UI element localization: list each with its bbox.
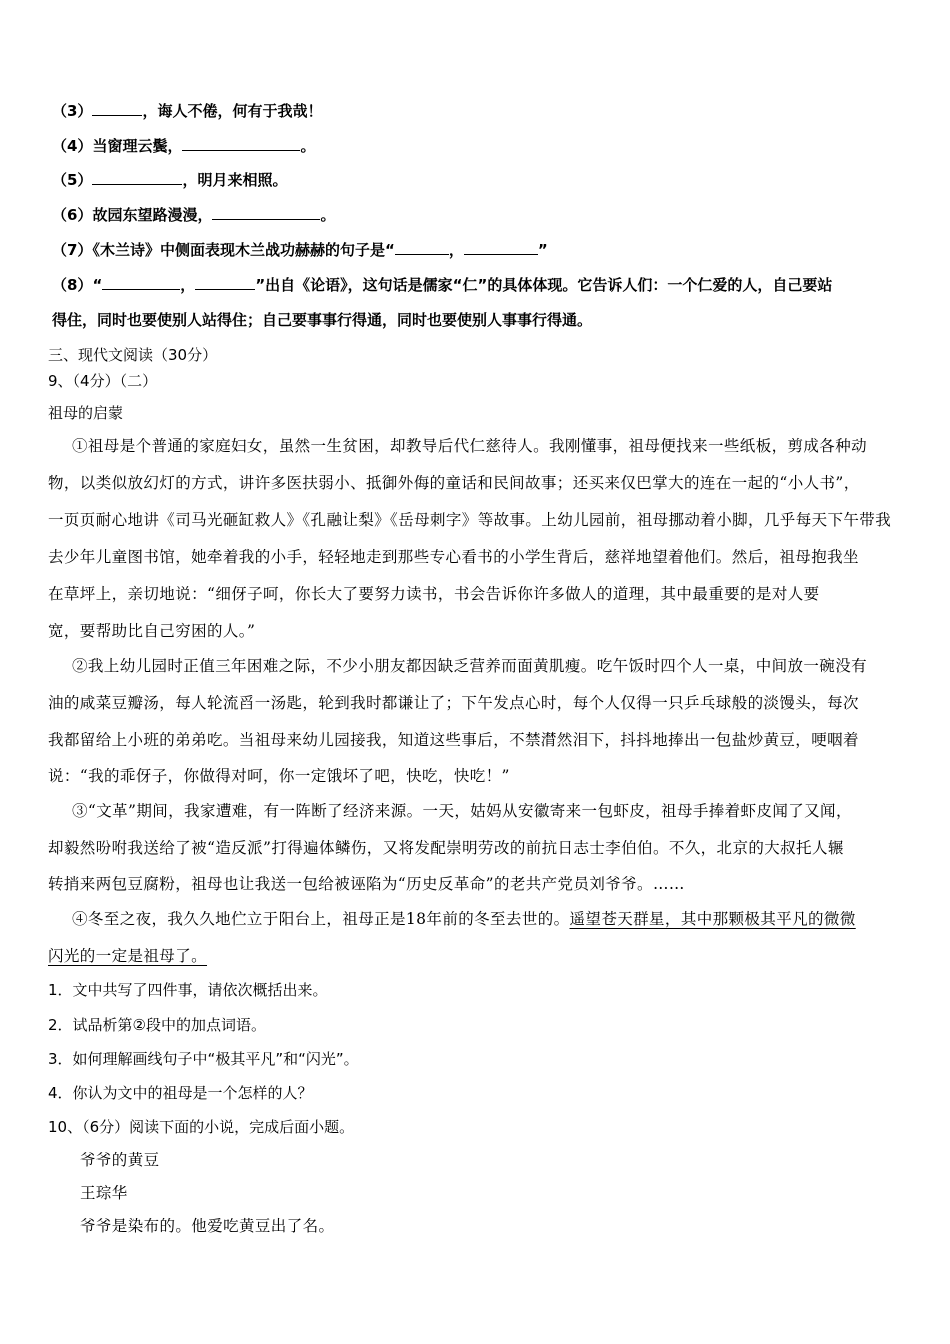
paragraph-1-line: ①祖母是个普通的家庭妇女，虽然一生贫困，却教导后代仁慈待人。我刚懂事，祖母便找来一些纸板，剪成各种动 [72, 437, 868, 455]
answer-blank[interactable] [92, 101, 142, 116]
answer-blank[interactable] [92, 170, 182, 185]
question-7 [52, 240, 548, 260]
story-first-line: 爷爷是染布的。他爱吃黄豆出了名。 [80, 1217, 335, 1235]
sub-question: 3．如何理解画线句子中“极其平凡”和“闪光”。 [48, 1050, 359, 1068]
paragraph-1-line: 一页页耐心地讲《司马光砸缸救人》《孔融让梨》《岳母刺字》等故事。上幼儿园前，祖母挪动着小脚，几乎每天下午带我 [48, 511, 892, 529]
question-10-header: 10、（6分）阅读下面的小说，完成后面小题。 [48, 1118, 355, 1136]
question-text: 《木兰诗》中侧面表现木兰战功赫赫的句子是“ [92, 241, 395, 259]
paragraph-1-line: 去少年儿童图书馆，她牵着我的小手，轻轻地走到那些专心看书的小学生背后，慈祥地望着他们。然后，祖母抱我坐 [48, 548, 859, 566]
paragraph-2-line: 说：“我的乖伢子，你做得对呵，你一定饿坏了吧，快吃，快吃！” [48, 767, 510, 785]
question-number: （8） [52, 276, 93, 294]
question-6 [52, 205, 335, 225]
question-text: 故园东望路漫漫， [92, 206, 213, 224]
answer-blank[interactable] [182, 136, 300, 151]
answer-blank[interactable] [395, 240, 449, 255]
question-3 [52, 101, 322, 121]
paragraph-1-line: 宽，要帮助比自己穷困的人。” [48, 622, 256, 640]
question-text: ”出自《论语》，这句话是儒家“仁”的具体体现。它告诉人们：一个仁爱的人，自己要站 [255, 276, 833, 294]
question-text: ，诲人不倦，何有于我哉！ [142, 102, 323, 120]
paragraph-3-line: 却毅然吩咐我送给了被“造反派”打得遍体鳞伤，又将发配崇明劳改的前抗日志士李伯伯。不久，北京的大叔托人辗 [48, 839, 844, 857]
question-end: ” [537, 241, 548, 259]
paragraph-1-line: 物，以类似放幻灯的方式，讲许多医扶弱小、抵御外侮的童话和民间故事；还买来仅巴掌大的连在一起的“小人书”， [48, 474, 860, 492]
paragraph-3-line: 转捎来两包豆腐粉，祖母也让我送一包给被诬陷为“历史反革命”的老共产党员刘爷爷。…… [48, 875, 685, 893]
sub-question: 4．你认为文中的祖母是一个怎样的人？ [48, 1084, 313, 1102]
paragraph-4-start: ④冬至之夜，我久久地伫立于阳台上，祖母正是18年前的冬至去世的。 [72, 910, 570, 928]
question-end: 。 [320, 206, 336, 224]
answer-blank[interactable] [212, 205, 320, 220]
question-text: 当窗理云鬓， [92, 137, 183, 155]
answer-blank[interactable] [464, 240, 538, 255]
paragraph-4-line [48, 946, 207, 966]
paragraph-2-line: 油的咸菜豆瓣汤，每人轮流舀一汤匙，轮到我时都谦让了；下午发点心时，每个人仅得一只乒乓球般的淡馒头，每次 [48, 694, 859, 712]
story-title: 爷爷的黄豆 [80, 1151, 160, 1169]
question-8-continued: 得住，同时也要使别人站得住；自己要事事行得通，同时也要使别人事事行得通。 [52, 311, 593, 329]
passage-title: 祖母的启蒙 [48, 404, 124, 422]
question-number: （5） [52, 171, 93, 189]
sub-question: 2．试品析第②段中的加点词语。 [48, 1016, 266, 1034]
paragraph-2-line: ②我上幼儿园时正值三年困难之际，不少小朋友都因缺乏营养而面黄肌瘦。吃午饭时四个人一桌，中间放一碗没有 [72, 657, 868, 675]
question-end: 。 [300, 137, 316, 155]
sub-question: 1．文中共写了四件事，请依次概括出来。 [48, 981, 328, 999]
question-5 [52, 170, 287, 190]
story-author: 王琮华 [80, 1184, 128, 1202]
question-number: （4） [52, 137, 93, 155]
question-number: （6） [52, 206, 93, 224]
question-number: （7） [52, 241, 93, 259]
question-9-header: 9、（4分）（二） [48, 372, 158, 390]
question-mid: ， [448, 241, 464, 259]
paragraph-2-line: 我都留给上小班的弟弟吃。当祖母来幼儿园接我，知道这些事后，不禁潸然泪下，抖抖地捧出一包盐炒黄豆，哽咽着 [48, 731, 859, 749]
paragraph-3-line: ③“文革”期间，我家遭难，有一阵断了经济来源。一天，姑妈从安徽寄来一包虾皮，祖母手捧着虾皮闻了又闻， [72, 802, 852, 820]
section-heading: 三、现代文阅读（30分） [48, 346, 218, 364]
question-4 [52, 136, 315, 156]
question-open: “ [92, 276, 103, 294]
question-mid: ， [180, 276, 196, 294]
underlined-sentence: 闪光的一定是祖母了。 [48, 947, 208, 965]
paragraph-4-line [72, 909, 856, 929]
paragraph-1-line: 在草坪上，亲切地说：“细伢子呵，你长大了要努力读书，书会告诉你许多做人的道理，其中最重要的是对人要 [48, 585, 820, 603]
question-text: ，明月来相照。 [182, 171, 288, 189]
answer-blank[interactable] [102, 275, 180, 290]
question-number: （3） [52, 102, 93, 120]
question-8 [52, 275, 832, 295]
answer-blank[interactable] [195, 275, 255, 290]
underlined-sentence: 遥望苍天群星，其中那颗极其平凡的微微 [569, 910, 856, 928]
